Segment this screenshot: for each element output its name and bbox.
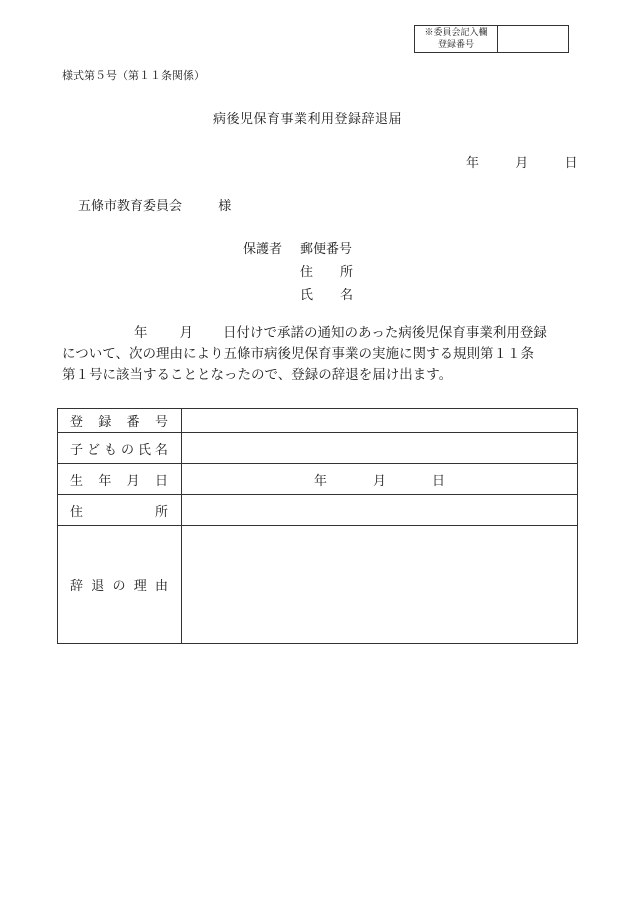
- label-char: 名: [154, 442, 168, 458]
- postal-code-label[interactable]: 郵便番号: [300, 242, 353, 257]
- addressee-honorific: 様: [218, 199, 232, 214]
- declaration-line-2: について、次の理由により五條市病後児保育事業の実施に関する規則第１１条: [62, 346, 534, 362]
- address-field[interactable]: [182, 495, 578, 526]
- registration-number-label: [58, 409, 182, 433]
- row-registration-number: [58, 409, 578, 433]
- label-char: 理: [133, 579, 147, 594]
- label-char: 退: [91, 579, 105, 594]
- child-name-field[interactable]: [182, 433, 578, 464]
- label-char: 登: [70, 415, 84, 430]
- document-title: 病後児保育事業利用登録辞退届: [213, 112, 403, 127]
- guardian-label: 保護者: [243, 242, 283, 257]
- name-label-char-1: 氏: [300, 288, 314, 303]
- label-char: の: [112, 579, 126, 594]
- address-label-char-2: 所: [340, 265, 354, 280]
- reason-label: [58, 526, 182, 644]
- label-char: 日: [154, 473, 168, 489]
- label-char: 氏: [137, 442, 151, 458]
- birth-month-label: 月: [373, 473, 387, 489]
- addressee: [78, 195, 231, 214]
- label-char: の: [120, 442, 134, 458]
- birth-date-label: [58, 464, 182, 495]
- label-char: 子: [70, 442, 84, 458]
- label-char: 由: [154, 579, 168, 594]
- registration-number-field[interactable]: [182, 409, 578, 433]
- row-reason: [58, 526, 578, 644]
- body-year-label: 年: [134, 325, 148, 341]
- label-char: 生: [70, 473, 84, 489]
- label-char: も: [103, 442, 117, 458]
- label-char: 年: [98, 473, 112, 489]
- date-month-label: 月: [515, 156, 529, 171]
- office-registration-number-field[interactable]: [498, 26, 568, 52]
- form-number: 様式第５号（第１１条関係）: [62, 69, 205, 82]
- label-char: 録: [98, 415, 112, 430]
- office-use-label-line2: 登録番号: [437, 40, 474, 50]
- date-year-label: 年: [466, 156, 480, 171]
- name-label-char-2: 名: [340, 288, 354, 303]
- label-char: 辞: [70, 579, 84, 594]
- row-birth-date: [58, 464, 578, 495]
- label-char: 号: [154, 415, 168, 430]
- birth-day-label: 日: [432, 473, 446, 489]
- label-char: 住: [70, 504, 84, 520]
- birth-year-label: 年: [314, 473, 328, 489]
- address-label: [58, 495, 182, 526]
- label-char: 番: [126, 415, 140, 430]
- row-address: [58, 495, 578, 526]
- body-line1-text: 日付けで承諾の通知のあった病後児保育事業利用登録: [223, 325, 547, 341]
- child-name-label: [58, 433, 182, 464]
- submission-date[interactable]: [466, 152, 578, 171]
- office-use-label: [415, 26, 498, 52]
- label-char: 所: [154, 504, 168, 520]
- office-use-box: [414, 25, 569, 53]
- label-char: 月: [126, 473, 140, 489]
- address-label-char-1: 住: [300, 265, 314, 280]
- birth-date-field[interactable]: [182, 464, 578, 495]
- office-use-label-line1: ※委員会記入欄: [424, 28, 488, 38]
- row-child-name: [58, 433, 578, 464]
- registration-info-table: [57, 408, 578, 644]
- guardian-name-label[interactable]: [300, 284, 353, 303]
- addressee-name: 五條市教育委員会: [78, 199, 183, 214]
- reason-field[interactable]: [182, 526, 578, 644]
- date-day-label: 日: [564, 156, 578, 171]
- declaration-line-3: 第１号に該当することとなったので、登録の辞退を届け出ます。: [62, 367, 453, 383]
- declaration-text: [62, 323, 552, 386]
- label-char: ど: [86, 442, 100, 458]
- body-month-label: 月: [179, 325, 193, 341]
- declaration-line-1: [62, 323, 552, 344]
- guardian-address-label[interactable]: [300, 261, 353, 280]
